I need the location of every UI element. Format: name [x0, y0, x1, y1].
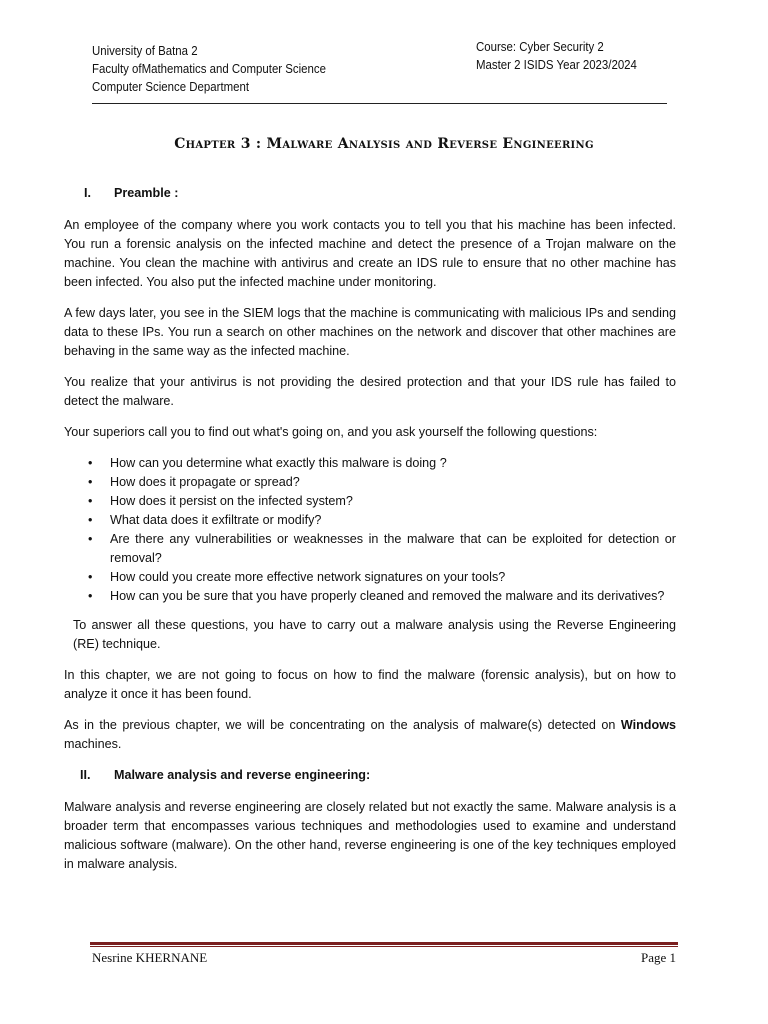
list-item: • Are there any vulnerabilities or weaknesses in the malware that can be exploited for detection or removal?	[88, 532, 676, 565]
bullet-icon: •	[88, 589, 93, 603]
question-list	[64, 454, 676, 606]
paragraph: An employee of the company where you work contacts you to tell you that his machine has been infected. You run a forensic analysis on the infected machine and detect the presence of a Trojan malware on the machine. You clean the machine with antivirus and create an IDS rule to ensure that no other machine has been infected. You also put the infected machine under monitoring.	[64, 218, 676, 289]
university-name: University of Batna 2	[92, 43, 198, 58]
list-item: • How does it persist on the infected system?	[88, 492, 676, 511]
chapter-title: Chapter 3 : Malware Analysis and Reverse Engineering	[174, 136, 594, 152]
list-item: • What data does it exfiltrate or modify?	[88, 511, 676, 530]
section-heading-malware-analysis	[64, 766, 676, 785]
bullet-icon: •	[88, 494, 93, 508]
paragraph: Malware analysis and reverse engineering are closely related but not exactly the same. Malware analysis is a broader term that encompasses various techniques and methodologies used to examine and understand malicious software (malware). On the other hand, reverse engineering is one of the key techniques employed in malware analysis.	[64, 800, 676, 871]
course-name: Course: Cyber Security 2	[476, 39, 604, 54]
section-number: II.	[80, 768, 91, 782]
bullet-icon: •	[88, 513, 93, 527]
section-heading-preamble	[64, 184, 676, 203]
bold-term: Windows	[620, 718, 676, 732]
footer-page-number: Page 1	[640, 950, 676, 965]
paragraph: In this chapter, we are not going to focus on how to find the malware (forensic analysis), but on how to analyze it once it has been found.	[64, 668, 676, 701]
list-item: • How can you determine what exactly this malware is doing ?	[88, 454, 676, 473]
footer-rule-thick	[90, 942, 678, 945]
list-item: • How does it propagate or spread?	[88, 473, 676, 492]
bullet-icon: •	[88, 570, 93, 584]
header-course	[476, 38, 637, 74]
list-item: • How can you be sure that you have properly cleaned and removed the malware and its derivatives?	[88, 587, 676, 606]
department-name: Computer Science Department	[92, 79, 250, 94]
faculty-name: Faculty ofMathematics and Computer Science	[92, 61, 326, 76]
paragraph: A few days later, you see in the SIEM logs that the machine is communicating with malicious IPs and sending data to these IPs. You run a search on other machines on the network and discover that other machines are behaving in the same way as the infected machine.	[64, 306, 676, 358]
section-title: Preamble :	[114, 186, 179, 200]
bullet-icon: •	[88, 532, 93, 546]
section-number: I.	[84, 186, 91, 200]
document-body	[64, 184, 676, 886]
paragraph: You realize that your antivirus is not providing the desired protection and that your IDS rule has failed to detect the malware.	[64, 375, 676, 408]
paragraph-windows: As in the previous chapter, we will be concentrating on the analysis of malware(s) detected on Windows machines.	[64, 718, 676, 751]
paragraph: To answer all these questions, you have to carry out a malware analysis using the Reverse Engineering (RE) technique.	[73, 618, 676, 651]
bullet-icon: •	[88, 475, 93, 489]
section-title: Malware analysis and reverse engineering:	[114, 768, 371, 782]
list-item: • How could you create more effective network signatures on your tools?	[88, 568, 676, 587]
course-year: Master 2 ISIDS Year 2023/2024	[476, 57, 637, 72]
bullet-icon: •	[88, 456, 93, 470]
header-institution	[92, 42, 326, 96]
paragraph: Your superiors call you to find out what's going on, and you ask yourself the following questions:	[64, 425, 598, 439]
footer-rule-thin	[90, 946, 678, 947]
header-rule	[92, 103, 667, 104]
footer-author: Nesrine KHERNANE	[92, 950, 208, 965]
